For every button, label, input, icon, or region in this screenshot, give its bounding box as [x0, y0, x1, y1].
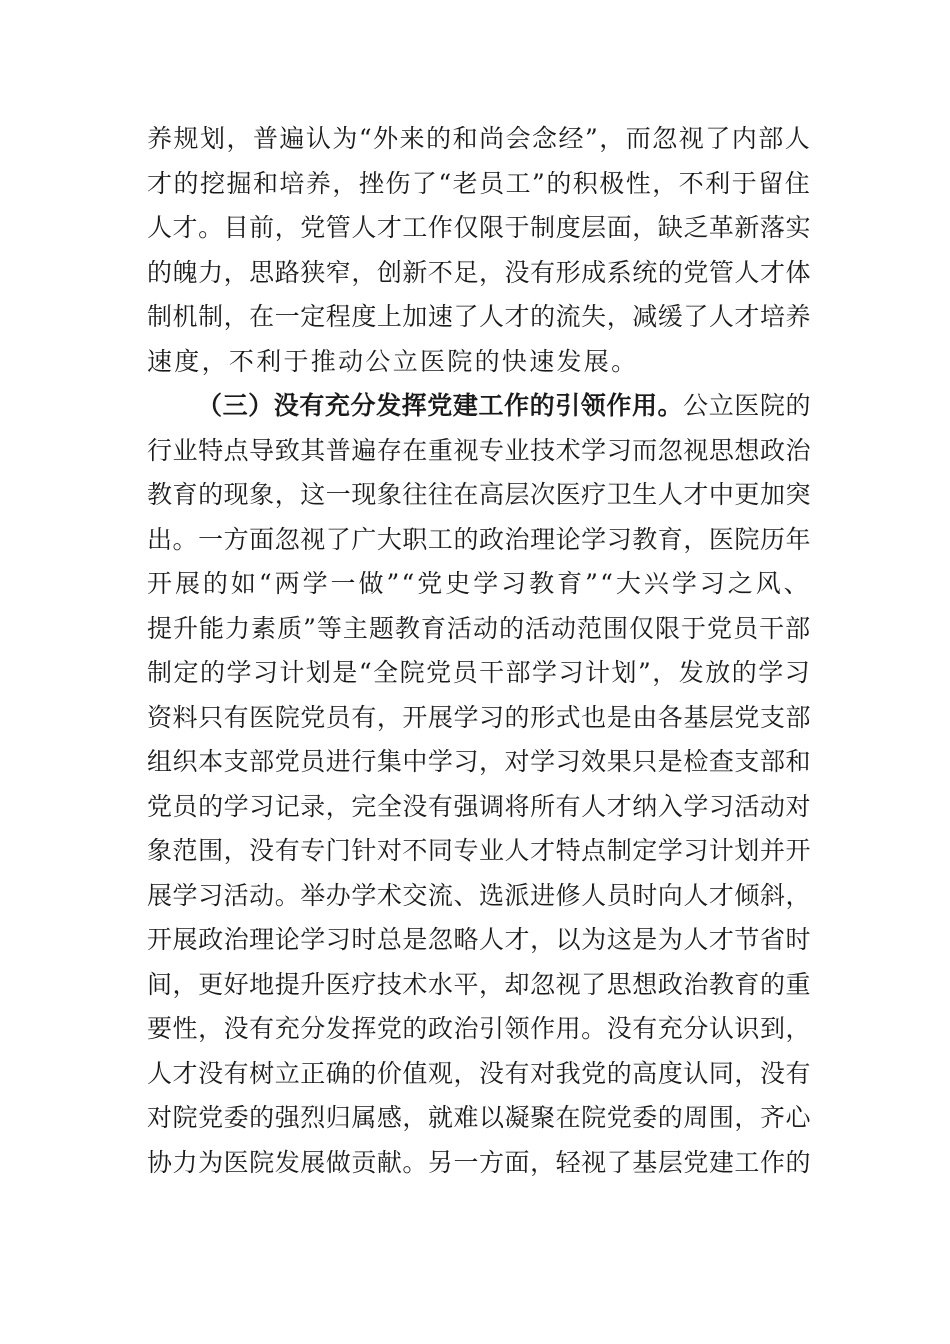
- text-line: 组织本支部党员进行集中学习，对学习效果只是检查支部和: [147, 747, 811, 776]
- text-line: 间，更好地提升医疗技术水平，却忽视了思想政治教育的重: [147, 969, 811, 999]
- text-line: 行业特点导致其普遍存在重视专业技术学习而忽视思想政治: [147, 435, 811, 465]
- text-line: 人才。目前，党管人才工作仅限于制度层面，缺乏革新落实: [147, 213, 811, 242]
- text-line: 提升能力素质”等主题教育活动的活动范围仅限于党员干部: [147, 613, 811, 643]
- text-line: 养规划，普遍认为“外来的和尚会念经”，而忽视了内部人: [147, 124, 811, 153]
- text-line: 的魄力，思路狭窄，创新不足，没有形成系统的党管人才体: [147, 257, 811, 287]
- paragraph-2: [147, 384, 811, 1185]
- text-line: 教育的现象，这一现象往往在高层次医疗卫生人才中更加突: [147, 480, 811, 509]
- text-line: 开展政治理论学习时总是忽略人才，以为这是为人才节省时: [147, 925, 811, 954]
- text-line: 象范围，没有专门针对不同专业人才特点制定学习计划并开: [147, 836, 811, 865]
- text-line: 制定的学习计划是“全院党员干部学习计划”，发放的学习: [147, 658, 811, 687]
- text-fragment: 公立医院的: [683, 391, 811, 420]
- text-line: 才的挖掘和培养，挫伤了“老员工”的积极性，不利于留住: [147, 168, 811, 198]
- text-line: 资料只有医院党员有，开展学习的形式也是由各基层党支部: [147, 702, 811, 732]
- text-line: 党员的学习记录，完全没有强调将所有人才纳入学习活动对: [147, 791, 811, 821]
- text-line: 人才没有树立正确的价值观，没有对我党的高度认同，没有: [147, 1058, 811, 1088]
- text-line: 要性，没有充分发挥党的政治引领作用。没有充分认识到，: [147, 1014, 811, 1043]
- text-line: 协力为医院发展做贡献。另一方面，轻视了基层党建工作的: [147, 1147, 811, 1177]
- section-heading-line: [147, 384, 811, 429]
- text-line: 速度，不利于推动公立医院的快速发展。: [147, 346, 639, 376]
- text-line: 展学习活动。举办学术交流、选派进修人员时向人才倾斜，: [147, 880, 811, 910]
- text-line: 出。一方面忽视了广大职工的政治理论学习教育，医院历年: [147, 524, 811, 554]
- text-line: 制机制，在一定程度上加速了人才的流失，减缓了人才培养: [147, 302, 811, 331]
- paragraph-1: [147, 117, 811, 384]
- text-line: 开展的如“两学一做”“党史学习教育”“大兴学习之风、: [147, 569, 811, 598]
- section-heading: （三）没有充分发挥党建工作的引领作用。: [197, 391, 684, 420]
- text-line: 对院党委的强烈归属感，就难以凝聚在院党委的周围，齐心: [147, 1103, 811, 1132]
